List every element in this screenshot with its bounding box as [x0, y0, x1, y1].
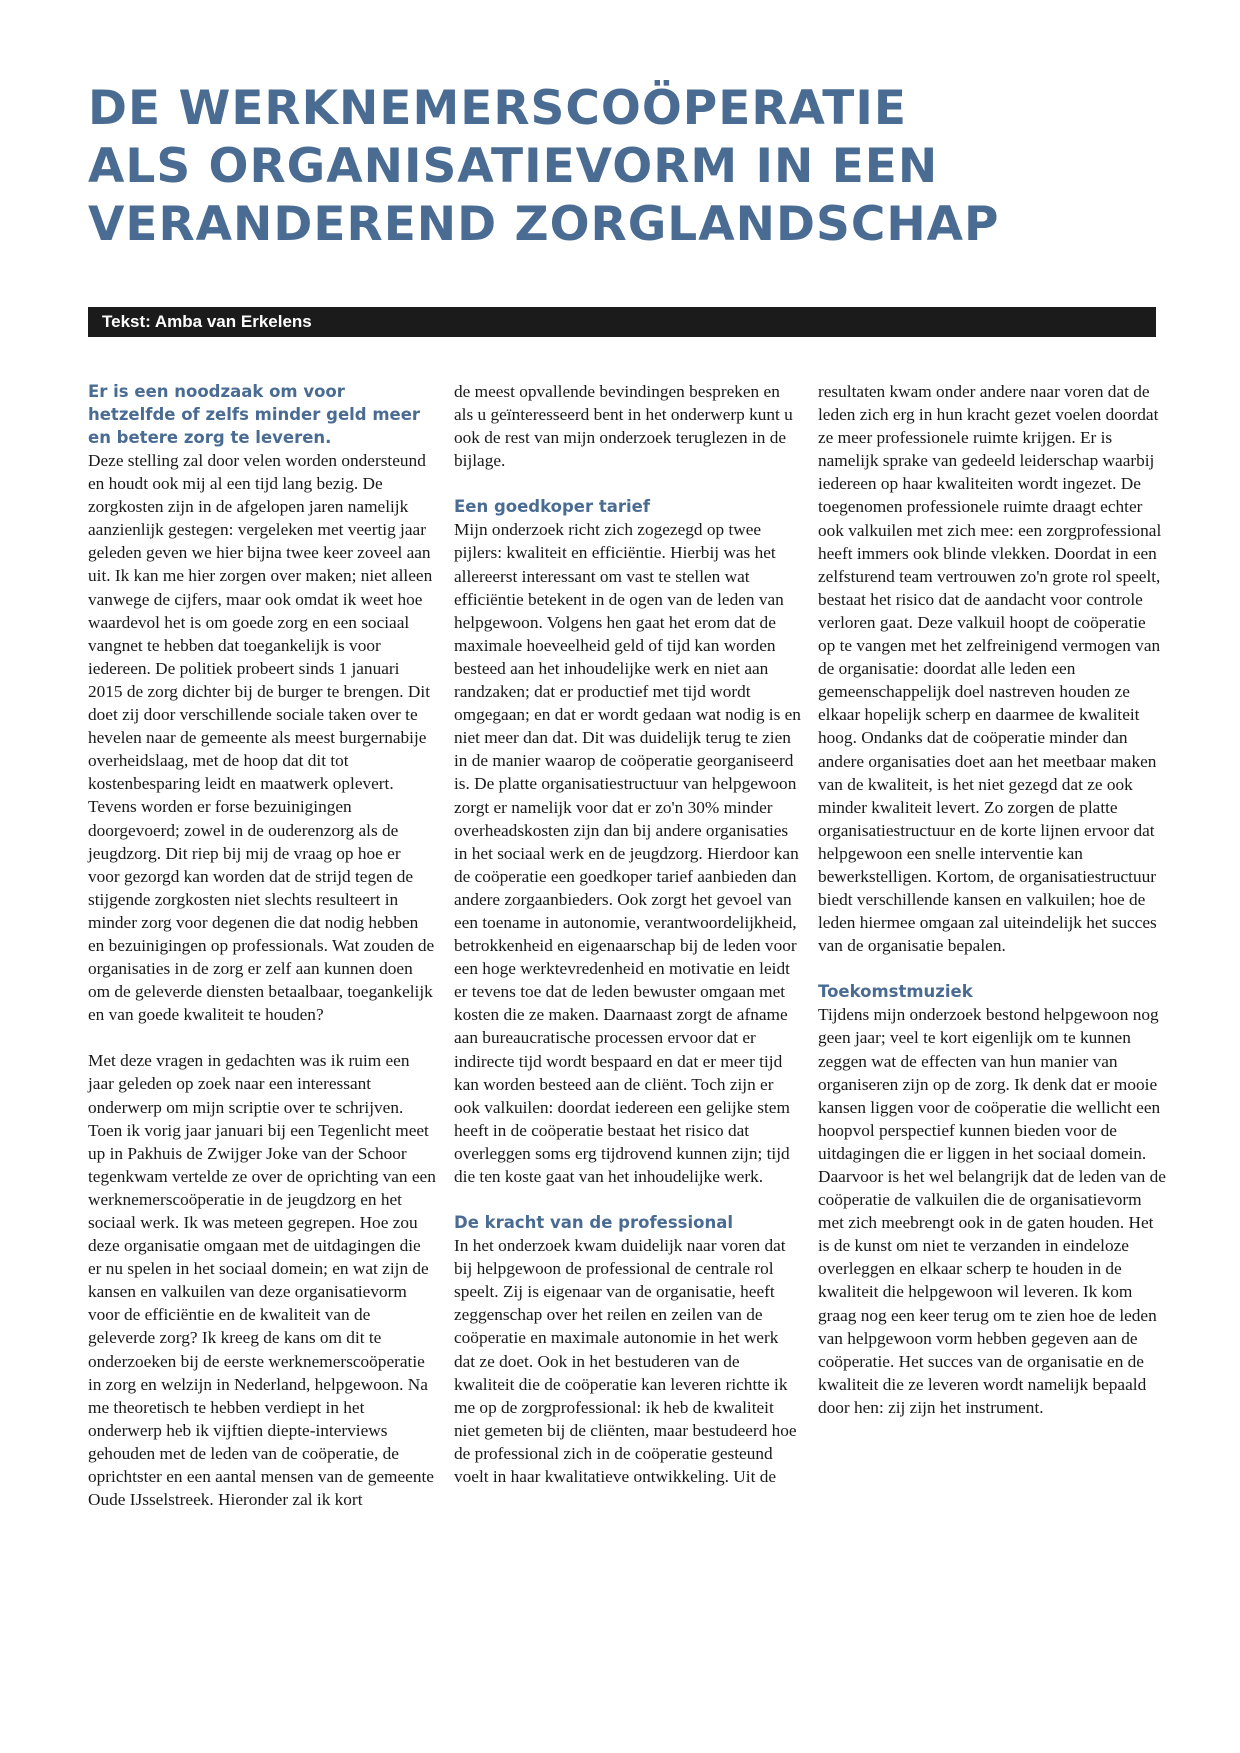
title-line-2: ALS ORGANISATIEVORM IN EEN: [88, 139, 939, 194]
subheading: Een goedkoper tarief: [454, 497, 651, 517]
body-paragraph: resultaten kwam onder andere naar voren dat de leden zich erg in hun kracht gezet voelen doordat ze meer professionele ruimte krijgen. Er is namelijk sprake van gedeeld leiderschap waarbij iedereen op haar kwaliteiten wordt ingezet. De toegenomen professionele ruimte draagt echter ook valkuilen met zich mee: een zorgprofessional heeft immers ook blinde vlekken. Doordat in een zelfsturend team vertrouwen zo'n grote rol speelt, bestaat het risico dat de aandacht voor controle verloren gaat. Deze valkuil hoopt de coöperatie op te vangen met het zelfreinigend vermogen van de organisatie: doordat alle leden een gemeenschappelijk doel nastreven houden ze elkaar hopelijk scherp en daarmee de kwaliteit hoog. Ondanks dat de coöperatie minder dan andere organisaties doet aan het meetbaar maken van de kwaliteit, is het niet gezegd dat ze ook minder kwaliteit levert. Zo zorgen de platte organisatiestructuur en de korte lijnen ervoor dat helpgewoon een snelle interventie kan bewerkstelligen. Kortom, de organisatiestructuur biedt verschillende kansen en valkuilen; hoe de leden hiermee omgaan zal uiteindelijk het succes van de organisatie bepalen.: [818, 382, 1162, 956]
column-1: [88, 380, 436, 1511]
body-paragraph: In het onderzoek kwam duidelijk naar voren dat bij helpgewoon de professional de centrale rol speelt. Zij is eigenaar van de organisatie, heeft zeggenschap over het reilen en zeilen van de coöperatie en maximale autonomie in het werk dat ze doet. Ook in het bestuderen van de kwaliteit die de coöperatie kan leveren richtte ik me op de zorgprofessional: ik heb de kwaliteit niet gemeten bij de cliënten, maar bestudeerd hoe de professional zich in de coöperatie gesteund voelt in haar kwalitatieve ontwikkeling. Uit de: [454, 1236, 797, 1487]
article-title: [88, 80, 1168, 254]
lead-paragraph: Er is een noodzaak om voor hetzelfde of zelfs minder geld meer en betere zorg te leveren.: [88, 382, 421, 447]
body-paragraph: Mijn onderzoek richt zich zogezegd op twee pijlers: kwaliteit en efficiëntie. Hierbij was het allereerst interessant om vast te stellen wat efficiëntie betekent in de ogen van de leden van helpgewoon. Volgens hen gaat het erom dat de maximale hoeveelheid geld of tijd kan worden besteed aan het inhoudelijke werk en niet aan randzaken; dat er productief met tijd wordt omgegaan; en dat er wordt gedaan wat nodig is en niet meer dan dat. Dit was duidelijk terug te zien in de manier waarop de coöperatie georganiseerd is. De platte organisatiestructuur van helpgewoon zorgt er namelijk voor dat er zo'n 30% minder overheadskosten zijn dan bij andere organisaties in het sociaal werk en de jeugdzorg. Hierdoor kan de coöperatie een goedkoper tarief aanbieden dan andere zorgaanbieders. Ook zorgt het gevoel van een toename in autonomie, verantwoordelijkheid, betrokkenheid en eigenaarschap bij de leden voor een hoge werktevredenheid en motivatie en leidt er tevens toe dat de leden bewuster omgaan met kosten die ze maken. Daarnaast zorgt de afname aan bureaucratische processen ervoor dat er indirecte tijd wordt bespaard en dat er meer tijd kan worden besteed aan de cliënt. Toch zijn er ook valkuilen: doordat iedereen een gelijke stem heeft in de coöperatie bestaat het risico dat overleggen soms erg tijdrovend kunnen zijn; tijd die ten koste gaat van het inhoudelijke werk.: [454, 520, 801, 1186]
body-paragraph: Deze stelling zal door velen worden ondersteund en houdt ook mij al een tijd lang bezig. De zorgkosten zijn in de afgelopen jaren namelijk aanzienlijk gestegen: vergeleken met veertig jaar geleden geven we hier bijna twee keer zoveel aan uit. Ik kan me hier zorgen over maken; niet alleen vanwege de cijfers, maar ook omdat ik weet hoe waardevol het is om goede zorg en een sociaal vangnet te hebben dat toegankelijk is voor iedereen. De politiek probeert sinds 1 januari 2015 de zorg dichter bij de burger te brengen. Dit doet zij door verschillende sociale taken over te hevelen naar de gemeente als meest burgernabije overheidslaag, met de hoop dat dit tot kostenbesparing leidt en maatwerk oplevert. Tevens worden er forse bezuinigingen doorgevoerd; zowel in de ouderenzorg als de jeugdzorg. Dit riep bij mij de vraag op hoe er voor gezorgd kan worden dat de strijd tegen de stijgende zorgkosten niet slechts resulteert in minder zorg voor degenen die dat nodig hebben en bezuinigingen op professionals. Wat zouden de organisaties in de zorg er zelf aan kunnen doen om de geleverde diensten betaalbaar, toegankelijk en van goede kwaliteit te houden?: [88, 451, 435, 1025]
body-paragraph: Met deze vragen in gedachten was ik ruim een jaar geleden op zoek naar een interessant onderwerp om mijn scriptie over te schrijven. Toen ik vorig jaar januari bij een Tegenlicht meet up in Pakhuis de Zwijger Joke van der Schoor tegenkwam vertelde ze over de oprichting van een werknemerscoöperatie in de jeugdzorg en het sociaal werk. Ik was meteen gegrepen. Hoe zou deze organisatie omgaan met de uitdagingen die er nu spelen in het sociaal domein; en wat zijn de kansen en valkuilen van deze organisatievorm voor de efficiëntie en de kwaliteit van de geleverde zorg? Ik kreeg de kans om dit te onderzoeken bij de eerste werknemerscoöperatie in zorg en welzijn in Nederland, helpgewoon. Na me theoretisch te hebben verdiept in het onderwerp heb ik vijftien diepte-interviews gehouden met de leden van de coöperatie, de oprichtster en een aantal mensen van de gemeente Oude IJsselstreek. Hieronder zal ik kort: [88, 1051, 436, 1510]
body-paragraph: de meest opvallende bevindingen bespreken en als u geïnteresseerd bent in het onderwerp kunt u ook de rest van mijn onderzoek teruglezen in de bijlage.: [454, 382, 793, 471]
title-line-1: DE WERKNEMERSCOÖPERATIE: [88, 81, 907, 136]
subheading: De kracht van de professional: [454, 1213, 733, 1233]
title-line-3: VERANDEREND ZORGLANDSCHAP: [88, 197, 1000, 252]
column-3: [818, 380, 1166, 1419]
subheading: Toekomstmuziek: [818, 982, 973, 1002]
body-paragraph: Tijdens mijn onderzoek bestond helpgewoon nog geen jaar; veel te kort eigenlijk om te kunnen zeggen wat de effecten van hun manier van organiseren zijn op de zorg. Ik denk dat er mooie kansen liggen voor de coöperatie die wellicht een hoopvol perspectief kunnen bieden voor de uitdagingen die er liggen in het sociaal domein. Daarvoor is het wel belangrijk dat de leden van de coöperatie de valkuilen die de organisatievorm met zich meebrengt ook in de gaten houden. Het is de kunst om niet te verzanden in eindeloze overleggen en elkaar scherp te houden in de kwaliteit die helpgewoon wil leveren. Ik kom graag nog een keer terug om te zien hoe de leden van helpgewoon vorm hebben gegeven aan de coöperatie. Het succes van de organisatie en de kwaliteit die ze leveren wordt namelijk bepaald door hen: zij zijn het instrument.: [818, 1005, 1166, 1417]
author-byline: Tekst: Amba van Erkelens: [88, 307, 1156, 337]
column-2: [454, 380, 802, 1488]
